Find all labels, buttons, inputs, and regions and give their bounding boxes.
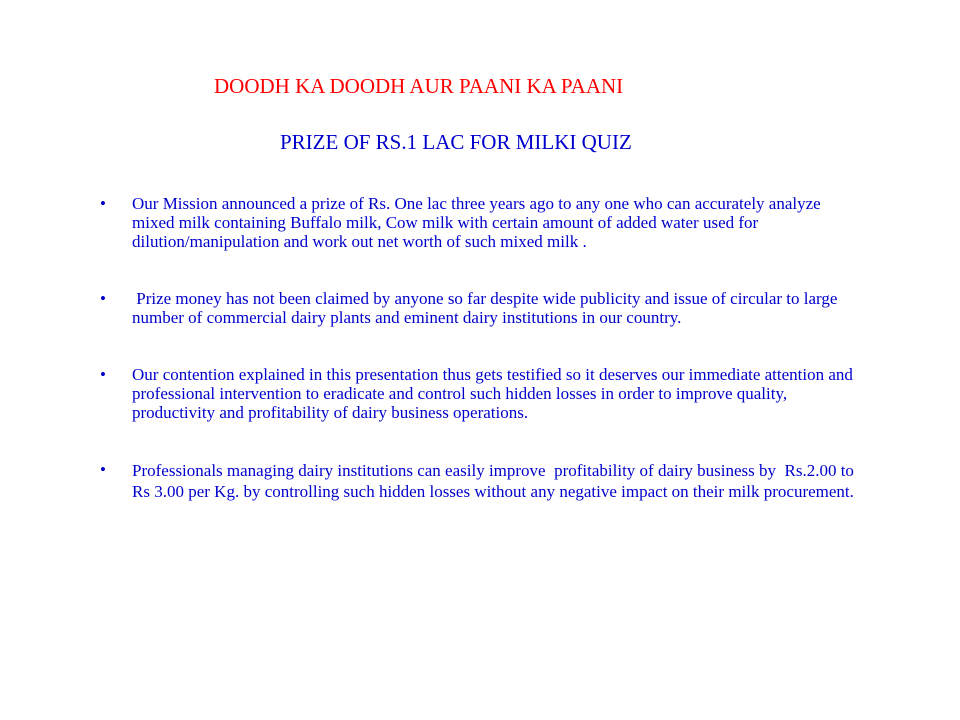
bullet-marker: • bbox=[100, 194, 106, 213]
bullet-marker: • bbox=[100, 365, 106, 384]
bullet-text: Prize money has not been claimed by anyone so far despite wide publicity and issue of circular to large number of commercial dairy plants and eminent dairy institutions in our country. bbox=[132, 289, 842, 327]
bullet-item bbox=[100, 365, 860, 422]
bullet-marker: • bbox=[100, 460, 106, 479]
bullet-marker: • bbox=[100, 289, 106, 308]
bullet-item bbox=[100, 289, 860, 327]
bullet-text: Our contention explained in this presentation thus gets testified so it deserves our immediate attention and professional intervention to eradicate and control such hidden losses in order to improve quality, productivity and profitability of dairy business operations. bbox=[132, 365, 853, 422]
slide-subtitle: PRIZE OF RS.1 LAC FOR MILKI QUIZ bbox=[280, 130, 632, 154]
bullet-item bbox=[100, 194, 860, 251]
bullet-text: Our Mission announced a prize of Rs. One lac three years ago to any one who can accurately analyze mixed milk containing Buffalo milk, Cow milk with certain amount of added water used for dilution/manipulation and work out net worth of such mixed milk . bbox=[132, 194, 821, 251]
bullet-item bbox=[100, 460, 860, 502]
slide-title: DOODH KA DOODH AUR PAANI KA PAANI bbox=[214, 74, 624, 98]
bullet-list bbox=[100, 194, 860, 540]
bullet-text: Professionals managing dairy institutions can easily improve profitability of dairy business by Rs.2.00 to Rs 3.00 per Kg. by controlling such hidden losses without any negative impact on their milk procurement. bbox=[132, 461, 859, 501]
